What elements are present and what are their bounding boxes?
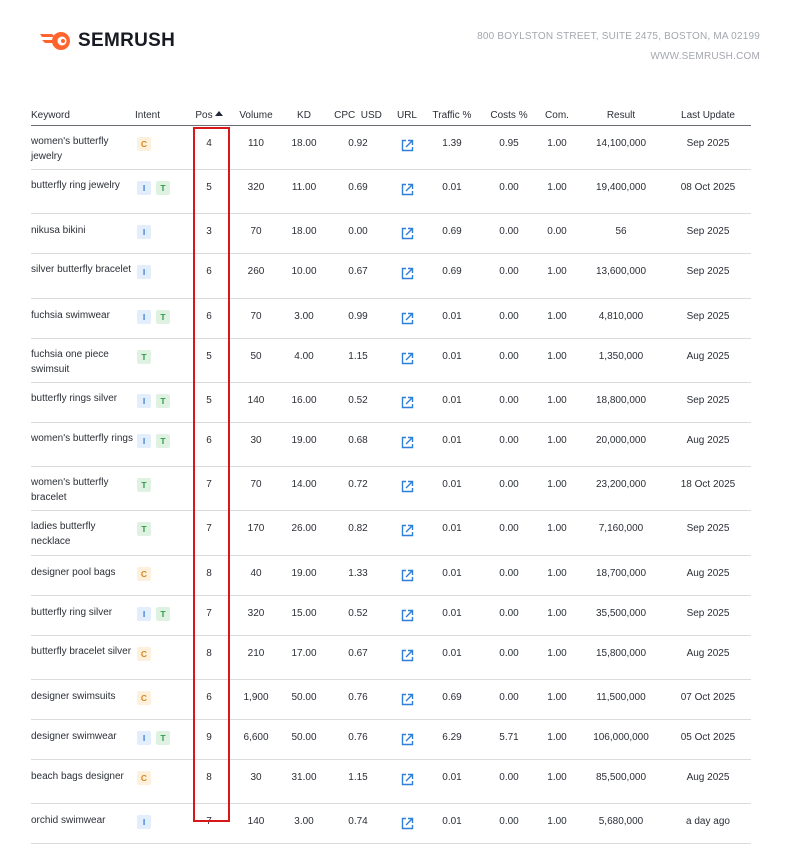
costs-cell: 0.00: [481, 214, 537, 254]
result-cell: 85,500,000: [577, 760, 665, 804]
keyword-cell[interactable]: women's butterfly jewelry: [31, 126, 135, 170]
kd-cell: 31.00: [283, 760, 325, 804]
costs-cell: 0.00: [481, 556, 537, 596]
volume-cell: 320: [229, 596, 283, 636]
cpc-cell: 0.72: [325, 467, 391, 511]
kd-cell: 50.00: [283, 680, 325, 720]
traffic-cell: 0.01: [423, 299, 481, 339]
external-link-icon[interactable]: [401, 267, 414, 283]
last-update-cell: Sep 2025: [665, 383, 751, 423]
external-link-icon[interactable]: [401, 524, 414, 540]
url-cell: [391, 383, 423, 423]
kd-cell: 26.00: [283, 511, 325, 556]
intent-badge-t: T: [156, 181, 170, 195]
last-update-cell: 18 Oct 2025: [665, 467, 751, 511]
header-url: URL: [391, 105, 423, 126]
costs-cell: 0.00: [481, 804, 537, 844]
last-update-cell: 05 Oct 2025: [665, 720, 751, 760]
table-header-row: [31, 105, 751, 126]
url-cell: [391, 214, 423, 254]
url-cell: [391, 170, 423, 214]
pos-cell: 5: [189, 170, 229, 214]
result-cell: 4,810,000: [577, 299, 665, 339]
cpc-cell: 1.15: [325, 760, 391, 804]
result-cell: 14,100,000: [577, 126, 665, 170]
result-cell: 106,000,000: [577, 720, 665, 760]
traffic-cell: 0.01: [423, 596, 481, 636]
costs-cell: 0.00: [481, 596, 537, 636]
com-cell: 1.00: [537, 126, 577, 170]
result-cell: 7,160,000: [577, 511, 665, 556]
traffic-cell: 1.39: [423, 126, 481, 170]
keyword-cell[interactable]: orchid swimwear: [31, 804, 135, 844]
external-link-icon[interactable]: [401, 480, 414, 496]
last-update-cell: Aug 2025: [665, 760, 751, 804]
intent-cell: [135, 170, 189, 214]
external-link-icon[interactable]: [401, 817, 414, 833]
external-link-icon[interactable]: [401, 312, 414, 328]
volume-cell: 320: [229, 170, 283, 214]
result-cell: 13,600,000: [577, 254, 665, 299]
intent-cell: [135, 596, 189, 636]
costs-cell: 0.00: [481, 680, 537, 720]
com-cell: 1.00: [537, 423, 577, 467]
last-update-cell: 08 Oct 2025: [665, 170, 751, 214]
traffic-cell: 0.01: [423, 423, 481, 467]
com-cell: 1.00: [537, 170, 577, 214]
company-address: 800 BOYLSTON STREET, SUITE 2475, BOSTON, MA 02199: [477, 31, 760, 42]
intent-cell: [135, 339, 189, 383]
result-cell: 18,800,000: [577, 383, 665, 423]
volume-cell: 40: [229, 556, 283, 596]
costs-cell: 0.00: [481, 339, 537, 383]
intent-badge-t: T: [156, 731, 170, 745]
intent-cell: [135, 383, 189, 423]
intent-badge-i: I: [137, 607, 151, 621]
intent-cell: [135, 760, 189, 804]
url-cell: [391, 556, 423, 596]
traffic-cell: 0.01: [423, 339, 481, 383]
com-cell: 1.00: [537, 720, 577, 760]
costs-cell: 0.00: [481, 299, 537, 339]
kd-cell: 17.00: [283, 636, 325, 680]
table-row: [31, 720, 751, 760]
url-cell: [391, 467, 423, 511]
external-link-icon[interactable]: [401, 183, 414, 199]
last-update-cell: a day ago: [665, 804, 751, 844]
last-update-cell: 07 Oct 2025: [665, 680, 751, 720]
table-row: [31, 126, 751, 170]
last-update-cell: Aug 2025: [665, 556, 751, 596]
last-update-cell: Aug 2025: [665, 423, 751, 467]
header-result[interactable]: Result: [577, 105, 665, 126]
volume-cell: 70: [229, 299, 283, 339]
kd-cell: 3.00: [283, 804, 325, 844]
pos-cell: 6: [189, 299, 229, 339]
url-cell: [391, 339, 423, 383]
table-row: [31, 383, 751, 423]
keyword-cell[interactable]: women's butterfly rings: [31, 423, 135, 467]
kd-cell: 11.00: [283, 170, 325, 214]
pos-cell: 8: [189, 636, 229, 680]
table-row: [31, 299, 751, 339]
pos-cell: 8: [189, 760, 229, 804]
kd-cell: 4.00: [283, 339, 325, 383]
table-row: [31, 214, 751, 254]
kd-cell: 16.00: [283, 383, 325, 423]
costs-cell: 0.00: [481, 383, 537, 423]
keyword-cell[interactable]: fuchsia one piece swimsuit: [31, 339, 135, 383]
cpc-cell: 0.67: [325, 636, 391, 680]
volume-cell: 210: [229, 636, 283, 680]
intent-badge-t: T: [156, 607, 170, 621]
pos-cell: 7: [189, 511, 229, 556]
last-update-cell: Sep 2025: [665, 254, 751, 299]
url-cell: [391, 511, 423, 556]
pos-cell: 5: [189, 383, 229, 423]
last-update-cell: Sep 2025: [665, 126, 751, 170]
pos-cell: 4: [189, 126, 229, 170]
traffic-cell: 0.01: [423, 804, 481, 844]
external-link-icon[interactable]: [401, 693, 414, 709]
brand-name: SEMRUSH: [78, 30, 176, 51]
traffic-cell: 0.01: [423, 383, 481, 423]
url-cell: [391, 596, 423, 636]
cpc-cell: 0.76: [325, 680, 391, 720]
url-cell: [391, 299, 423, 339]
table-row: [31, 680, 751, 720]
pos-cell: 6: [189, 680, 229, 720]
intent-cell: [135, 720, 189, 760]
pos-cell: 8: [189, 556, 229, 596]
intent-cell: [135, 556, 189, 596]
intent-badge-t: T: [156, 310, 170, 324]
cpc-cell: 0.67: [325, 254, 391, 299]
intent-badge-t: T: [137, 350, 151, 364]
cpc-cell: 0.00: [325, 214, 391, 254]
kd-cell: 50.00: [283, 720, 325, 760]
volume-cell: 30: [229, 760, 283, 804]
volume-cell: 260: [229, 254, 283, 299]
intent-badge-i: I: [137, 815, 151, 829]
com-cell: 1.00: [537, 804, 577, 844]
cpc-cell: 0.76: [325, 720, 391, 760]
table-row: [31, 636, 751, 680]
traffic-cell: 0.01: [423, 636, 481, 680]
volume-cell: 6,600: [229, 720, 283, 760]
intent-badge-t: T: [156, 434, 170, 448]
result-cell: 15,800,000: [577, 636, 665, 680]
external-link-icon[interactable]: [401, 609, 414, 625]
intent-badge-i: I: [137, 225, 151, 239]
com-cell: 1.00: [537, 556, 577, 596]
intent-badge-i: I: [137, 181, 151, 195]
costs-cell: 0.00: [481, 423, 537, 467]
costs-cell: 0.00: [481, 170, 537, 214]
result-cell: 19,400,000: [577, 170, 665, 214]
traffic-cell: 0.01: [423, 170, 481, 214]
kd-cell: 10.00: [283, 254, 325, 299]
intent-cell: [135, 467, 189, 511]
kd-cell: 3.00: [283, 299, 325, 339]
costs-cell: 0.00: [481, 467, 537, 511]
volume-cell: 140: [229, 804, 283, 844]
result-cell: 5,680,000: [577, 804, 665, 844]
intent-badge-c: C: [137, 691, 151, 705]
traffic-cell: 0.69: [423, 680, 481, 720]
url-cell: [391, 254, 423, 299]
pos-cell: 7: [189, 467, 229, 511]
keyword-cell[interactable]: silver butterfly bracelet: [31, 254, 135, 299]
external-link-icon[interactable]: [401, 569, 414, 585]
keywords-table: [31, 105, 751, 844]
cpc-cell: 0.74: [325, 804, 391, 844]
external-link-icon[interactable]: [401, 227, 414, 243]
volume-cell: 1,900: [229, 680, 283, 720]
last-update-cell: Aug 2025: [665, 339, 751, 383]
cpc-cell: 0.69: [325, 170, 391, 214]
header-costs[interactable]: Costs %: [481, 105, 537, 126]
result-cell: 56: [577, 214, 665, 254]
intent-badge-t: T: [137, 522, 151, 536]
keyword-cell[interactable]: butterfly ring silver: [31, 596, 135, 636]
header-keyword[interactable]: Keyword: [31, 105, 135, 126]
semrush-flame-icon: [38, 30, 72, 52]
com-cell: 1.00: [537, 339, 577, 383]
costs-cell: 0.00: [481, 636, 537, 680]
table-row: [31, 339, 751, 383]
com-cell: 1.00: [537, 299, 577, 339]
external-link-icon[interactable]: [401, 733, 414, 749]
intent-cell: [135, 126, 189, 170]
company-address-block: [477, 27, 760, 67]
traffic-cell: 0.01: [423, 556, 481, 596]
intent-cell: [135, 254, 189, 299]
result-cell: 11,500,000: [577, 680, 665, 720]
external-link-icon[interactable]: [401, 396, 414, 412]
intent-badge-c: C: [137, 647, 151, 661]
costs-cell: 0.00: [481, 254, 537, 299]
result-cell: 23,200,000: [577, 467, 665, 511]
url-cell: [391, 126, 423, 170]
kd-cell: 15.00: [283, 596, 325, 636]
table-row: [31, 596, 751, 636]
com-cell: 1.00: [537, 511, 577, 556]
table-row: [31, 170, 751, 214]
keyword-cell[interactable]: butterfly ring jewelry: [31, 170, 135, 214]
last-update-cell: Sep 2025: [665, 596, 751, 636]
pos-cell: 7: [189, 596, 229, 636]
com-cell: 1.00: [537, 467, 577, 511]
volume-cell: 110: [229, 126, 283, 170]
header-com[interactable]: Com.: [537, 105, 577, 126]
costs-cell: 0.95: [481, 126, 537, 170]
traffic-cell: 0.69: [423, 254, 481, 299]
header-intent[interactable]: Intent: [135, 105, 189, 126]
intent-cell: [135, 804, 189, 844]
table-row: [31, 760, 751, 804]
intent-badge-i: I: [137, 265, 151, 279]
intent-badge-t: T: [137, 478, 151, 492]
keyword-cell[interactable]: nikusa bikini: [31, 214, 135, 254]
com-cell: 1.00: [537, 254, 577, 299]
intent-badge-c: C: [137, 567, 151, 581]
table-row: [31, 804, 751, 844]
url-cell: [391, 636, 423, 680]
kd-cell: 18.00: [283, 126, 325, 170]
intent-badge-i: I: [137, 394, 151, 408]
intent-cell: [135, 636, 189, 680]
volume-cell: 140: [229, 383, 283, 423]
intent-cell: [135, 423, 189, 467]
result-cell: 1,350,000: [577, 339, 665, 383]
header-pos-label: Pos: [195, 109, 213, 121]
external-link-icon[interactable]: [401, 436, 414, 452]
sort-ascending-icon: [215, 111, 223, 116]
semrush-logo: [38, 30, 175, 52]
external-link-icon[interactable]: [401, 352, 414, 368]
cpc-cell: 0.52: [325, 596, 391, 636]
keyword-cell[interactable]: designer swimsuits: [31, 680, 135, 720]
cpc-cell: 0.92: [325, 126, 391, 170]
table-row: [31, 467, 751, 511]
header-pos[interactable]: [189, 105, 229, 126]
table-row: [31, 556, 751, 596]
header-last-update[interactable]: Last Update: [665, 105, 751, 126]
pos-cell: 6: [189, 254, 229, 299]
external-link-icon[interactable]: [401, 649, 414, 665]
costs-cell: 5.71: [481, 720, 537, 760]
traffic-cell: 0.01: [423, 467, 481, 511]
url-cell: [391, 804, 423, 844]
com-cell: 1.00: [537, 383, 577, 423]
volume-cell: 70: [229, 467, 283, 511]
costs-cell: 0.00: [481, 760, 537, 804]
result-cell: 20,000,000: [577, 423, 665, 467]
pos-cell: 9: [189, 720, 229, 760]
result-cell: 18,700,000: [577, 556, 665, 596]
kd-cell: 19.00: [283, 556, 325, 596]
traffic-cell: 0.69: [423, 214, 481, 254]
cpc-cell: 0.68: [325, 423, 391, 467]
com-cell: 1.00: [537, 636, 577, 680]
external-link-icon[interactable]: [401, 773, 414, 789]
table-row: [31, 511, 751, 556]
kd-cell: 14.00: [283, 467, 325, 511]
com-cell: 0.00: [537, 214, 577, 254]
table-row: [31, 423, 751, 467]
result-cell: 35,500,000: [577, 596, 665, 636]
cpc-cell: 0.99: [325, 299, 391, 339]
com-cell: 1.00: [537, 680, 577, 720]
pos-cell: 3: [189, 214, 229, 254]
intent-cell: [135, 214, 189, 254]
url-cell: [391, 760, 423, 804]
external-link-icon[interactable]: [401, 139, 414, 155]
header-volume[interactable]: Volume: [229, 105, 283, 126]
keyword-cell[interactable]: butterfly rings silver: [31, 383, 135, 423]
url-cell: [391, 423, 423, 467]
last-update-cell: Sep 2025: [665, 511, 751, 556]
traffic-cell: 6.29: [423, 720, 481, 760]
header-traffic[interactable]: Traffic %: [423, 105, 481, 126]
header-cpc[interactable]: CPC USD: [325, 105, 391, 126]
cpc-cell: 0.82: [325, 511, 391, 556]
pos-cell: 7: [189, 804, 229, 844]
volume-cell: 70: [229, 214, 283, 254]
kd-cell: 19.00: [283, 423, 325, 467]
traffic-cell: 0.01: [423, 760, 481, 804]
pos-cell: 5: [189, 339, 229, 383]
keyword-cell[interactable]: designer pool bags: [31, 556, 135, 596]
intent-badge-i: I: [137, 731, 151, 745]
cpc-cell: 0.52: [325, 383, 391, 423]
volume-cell: 30: [229, 423, 283, 467]
table-row: [31, 254, 751, 299]
intent-cell: [135, 511, 189, 556]
cpc-cell: 1.15: [325, 339, 391, 383]
intent-cell: [135, 680, 189, 720]
intent-cell: [135, 299, 189, 339]
intent-badge-c: C: [137, 771, 151, 785]
url-cell: [391, 720, 423, 760]
keyword-cell[interactable]: fuchsia swimwear: [31, 299, 135, 339]
intent-badge-i: I: [137, 310, 151, 324]
volume-cell: 50: [229, 339, 283, 383]
keyword-cell[interactable]: butterfly bracelet silver: [31, 636, 135, 680]
keyword-cell[interactable]: designer swimwear: [31, 720, 135, 760]
last-update-cell: Sep 2025: [665, 214, 751, 254]
intent-badge-i: I: [137, 434, 151, 448]
pos-cell: 6: [189, 423, 229, 467]
com-cell: 1.00: [537, 596, 577, 636]
company-website[interactable]: WWW.SEMRUSH.COM: [650, 51, 760, 62]
com-cell: 1.00: [537, 760, 577, 804]
last-update-cell: Aug 2025: [665, 636, 751, 680]
cpc-cell: 1.33: [325, 556, 391, 596]
costs-cell: 0.00: [481, 511, 537, 556]
last-update-cell: Sep 2025: [665, 299, 751, 339]
header-kd[interactable]: KD: [283, 105, 325, 126]
traffic-cell: 0.01: [423, 511, 481, 556]
keyword-cell[interactable]: women's butterfly bracelet: [31, 467, 135, 511]
intent-badge-t: T: [156, 394, 170, 408]
url-cell: [391, 680, 423, 720]
keyword-cell[interactable]: ladies butterfly necklace: [31, 511, 135, 556]
keyword-cell[interactable]: beach bags designer: [31, 760, 135, 804]
kd-cell: 18.00: [283, 214, 325, 254]
volume-cell: 170: [229, 511, 283, 556]
intent-badge-c: C: [137, 137, 151, 151]
